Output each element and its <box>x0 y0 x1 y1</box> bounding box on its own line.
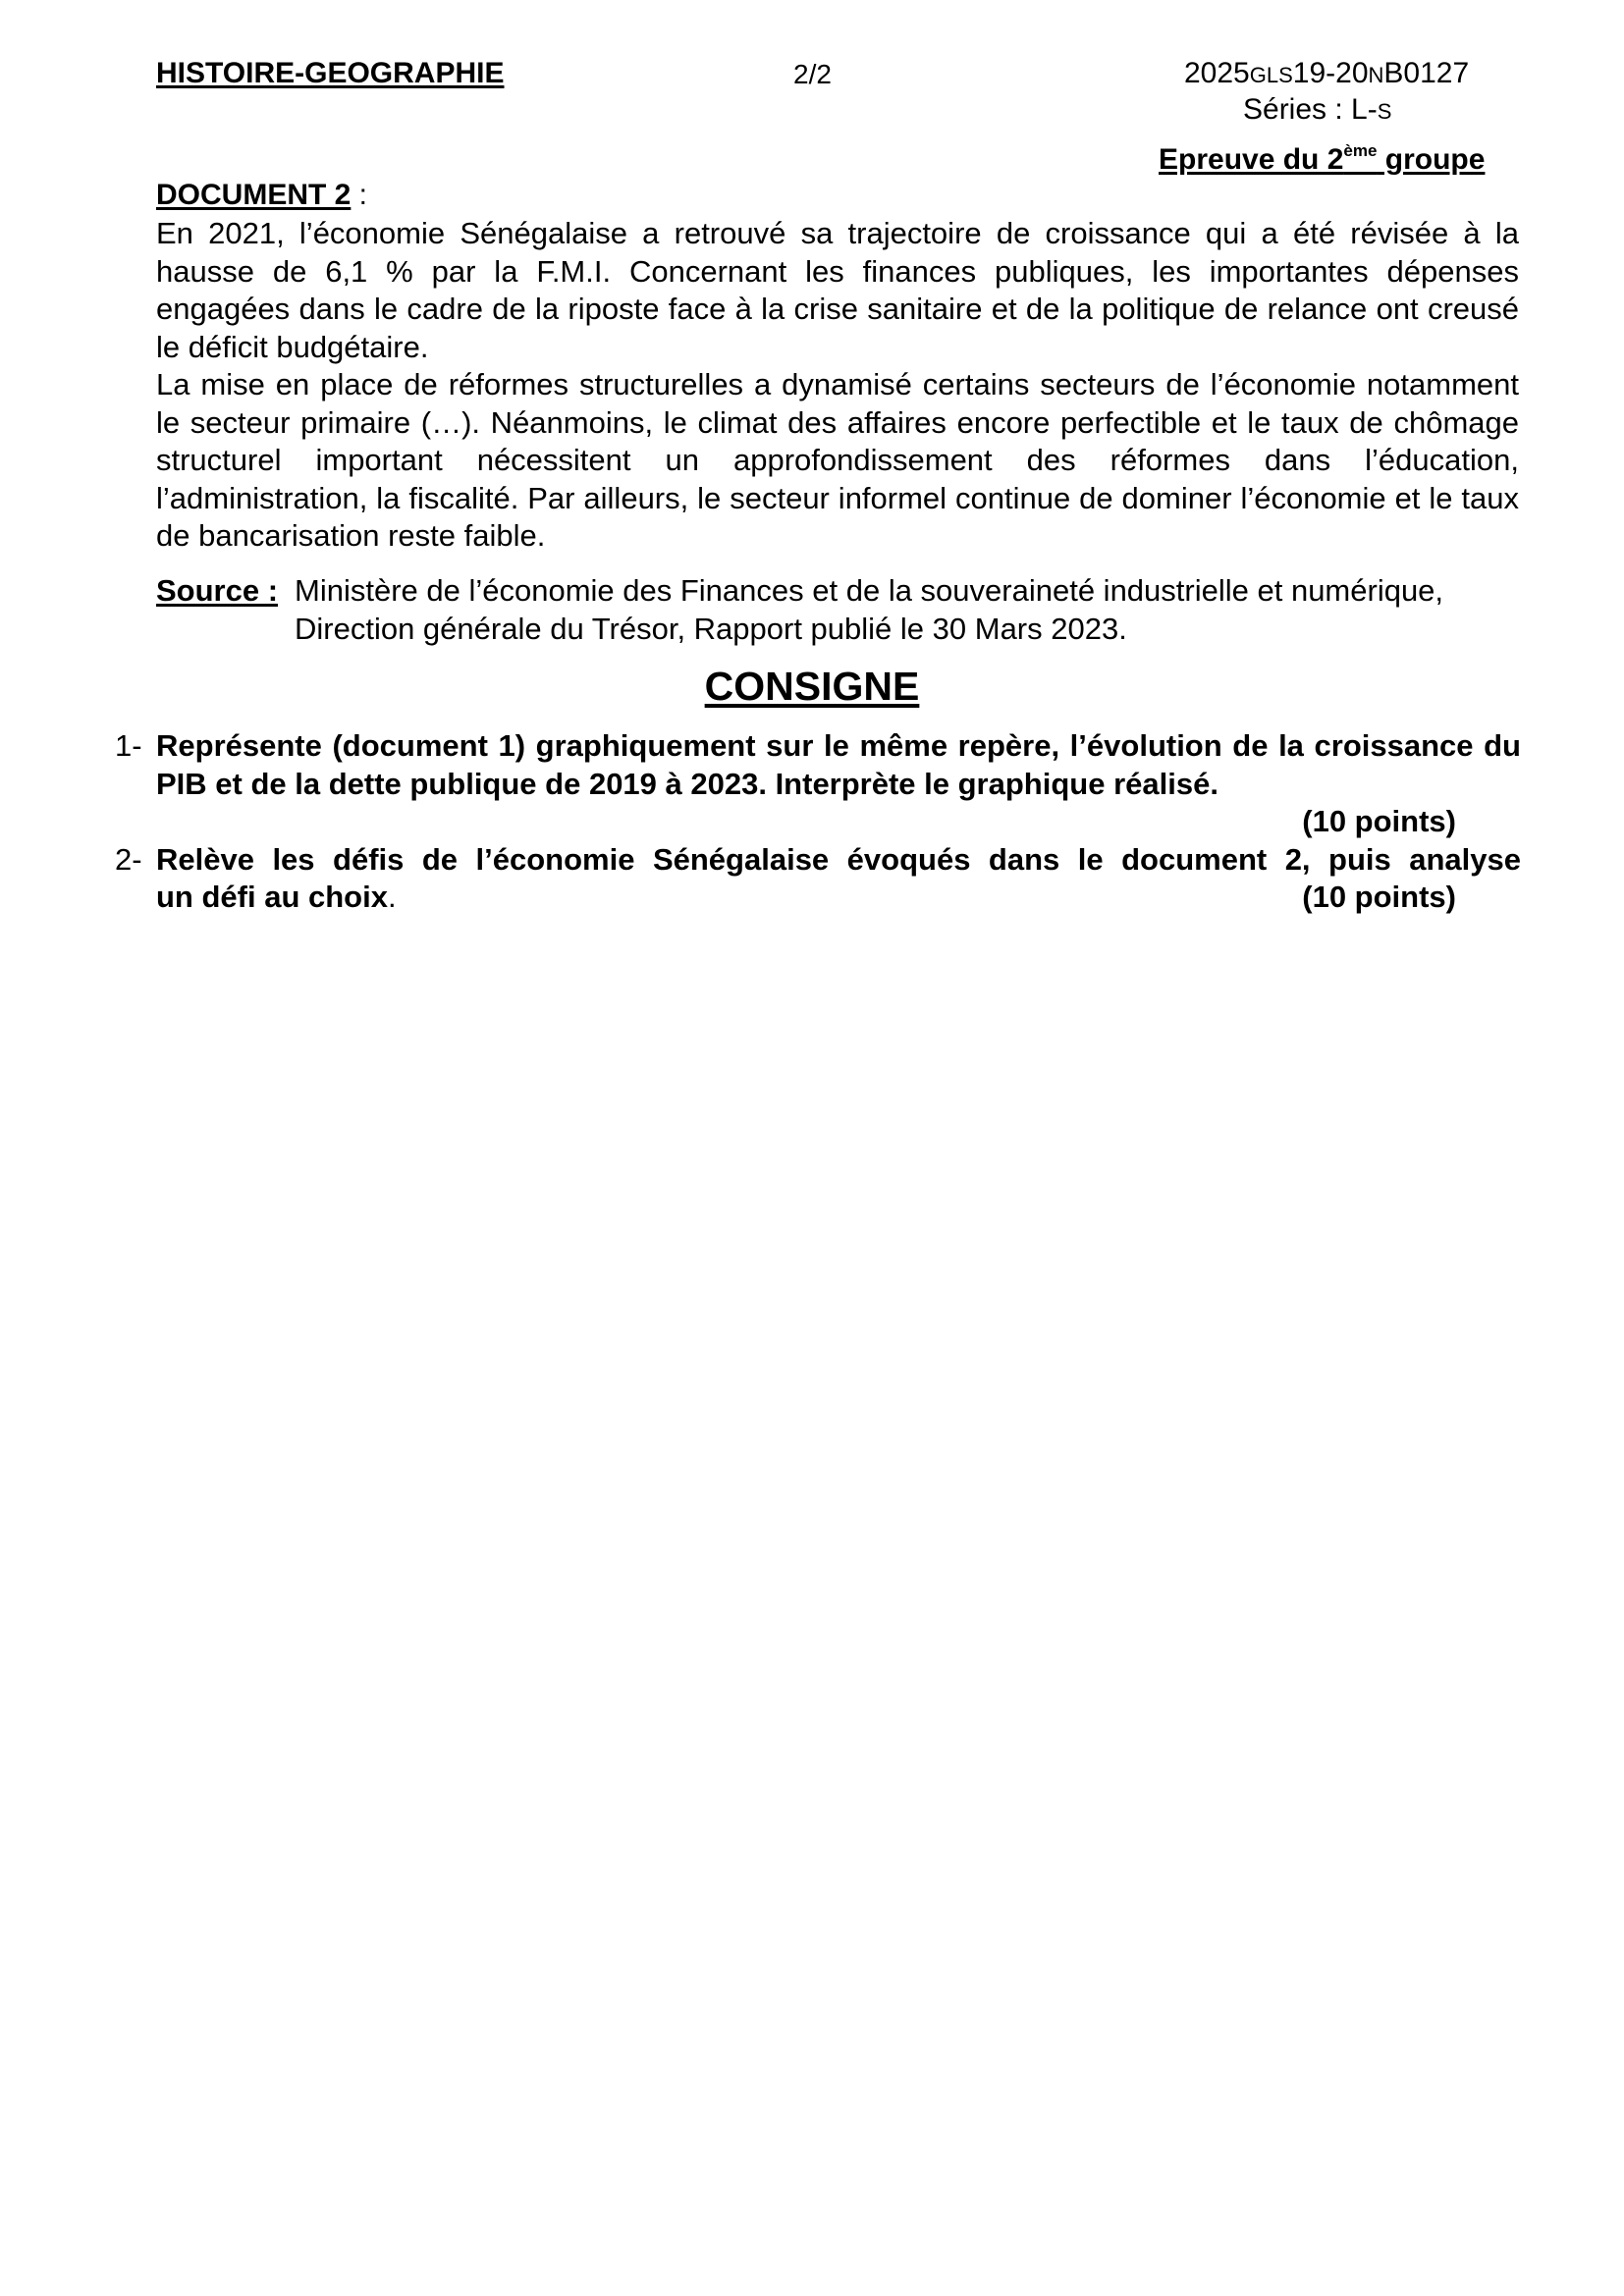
exam-code-mid: 19-20 <box>1292 57 1369 89</box>
consigne-title: CONSIGNE <box>704 664 920 709</box>
document-2-label: DOCUMENT 2 <box>156 179 352 211</box>
source-text: Ministère de l’économie des Finances et de la souveraineté industrielle et numérique, Direction générale du Trésor, Rapport publié le 30 Mars 2023. <box>295 573 1444 646</box>
series-text: Séries : L- <box>1243 93 1378 126</box>
document-2-colon: : <box>351 179 368 211</box>
exam-code-small-2: N <box>1368 63 1384 87</box>
epreuve-superscript: ème <box>1343 141 1378 160</box>
question-text-line-1: Relève les défis de l’économie Sénégalaise évoqués dans le document 2, puis analyse <box>156 842 1521 877</box>
question-points: (10 points) <box>1302 804 1456 838</box>
question-points: (10 points) <box>1302 880 1456 914</box>
question-2 <box>115 841 1521 920</box>
exam-code-prefix: 2025 <box>1184 57 1250 89</box>
question-text: Représente (document 1) graphiquement sur le même repère, l’évolution de la croissance du PIB et de la dette publique de 2019 à 2023. Interprète le graphique réalisé. <box>156 728 1521 801</box>
epreuve-suffix: groupe <box>1377 143 1486 176</box>
exam-code-suffix: B0127 <box>1383 57 1470 89</box>
source-label: Source : <box>156 573 279 608</box>
question-text-line-2-main: un défi au choix <box>156 880 388 914</box>
question-text-line-2-end: . <box>387 880 397 914</box>
series-label <box>1243 93 1391 127</box>
question-text-line-2 <box>156 879 397 917</box>
question-1 <box>115 727 1521 845</box>
document-2-heading <box>156 179 367 212</box>
epreuve-label <box>1159 143 1485 177</box>
exam-code <box>1184 57 1469 90</box>
exam-code-small-1: GLS <box>1249 63 1293 87</box>
subject-title: HISTOIRE-GEOGRAPHIE <box>156 57 505 89</box>
question-number: 2- <box>115 842 142 877</box>
epreuve-prefix: Epreuve du 2 <box>1159 143 1344 176</box>
document-2-paragraph: La mise en place de réformes structurelles a dynamisé certains secteurs de l’économie notamment le secteur primaire (…). Néanmoins, le climat des affaires encore perfectible et le taux de chômage structurel important nécessitent un approfondissement des réformes dans l’éducation, l’administration, la fiscalité. Par ailleurs, le secteur informel continue de dominer l’économie et le taux de bancarisation reste faible. <box>156 367 1519 553</box>
document-2-paragraph: En 2021, l’économie Sénégalaise a retrouvé sa trajectoire de croissance qui a été révisée à la hausse de 6,1 % par la F.M.I. Concernant les finances publiques, les importantes dépenses engagées dans le cadre de la riposte face à la crise sanitaire et de la politique de relance ont creusé le déficit budgétaire. <box>156 216 1519 364</box>
page-number: 2/2 <box>793 59 832 89</box>
question-number: 1- <box>115 728 142 763</box>
series-small: S <box>1377 99 1392 124</box>
